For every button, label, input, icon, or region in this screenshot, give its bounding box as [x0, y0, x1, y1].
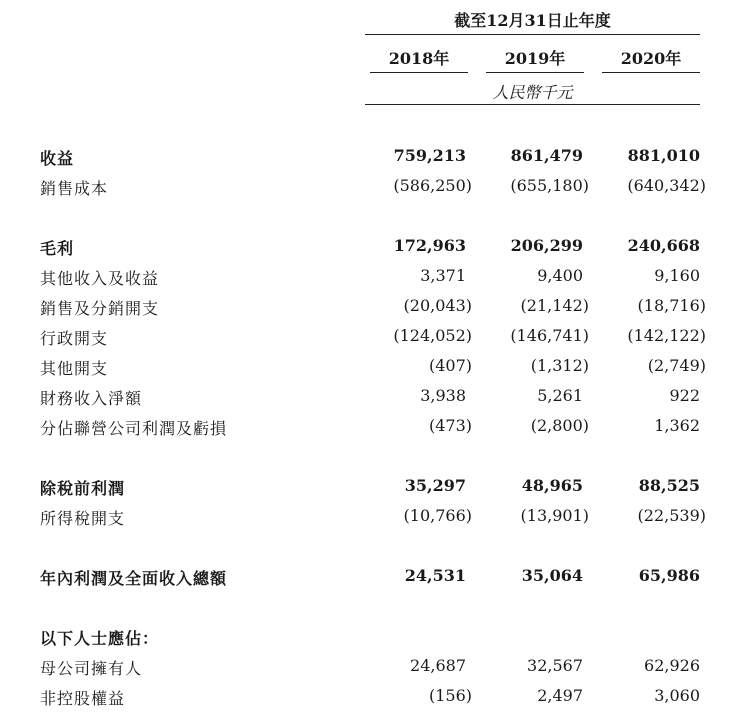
- row-label: 毛利: [40, 239, 75, 258]
- value-2018: (10,766): [403, 506, 472, 525]
- value-2019: (146,741): [510, 326, 589, 345]
- row-label: 收益: [40, 149, 75, 168]
- period-header: 截至12月31日止年度: [454, 11, 611, 30]
- value-2019: 5,261: [537, 386, 583, 405]
- value-2020: (2,749): [647, 356, 706, 375]
- table-row: [0, 412, 742, 442]
- value-2019: (1,312): [530, 356, 589, 375]
- table-row: [0, 322, 742, 352]
- year-header-2020: 2020年: [620, 49, 682, 68]
- table-row: [0, 562, 742, 592]
- row-label: 銷售及分銷開支: [40, 299, 160, 318]
- row-label: 年內利潤及全面收入總額: [40, 569, 228, 588]
- row-label: 非控股權益: [40, 689, 126, 708]
- value-2019: 206,299: [510, 236, 583, 255]
- table-row: [0, 472, 742, 502]
- table-row: [0, 502, 742, 532]
- row-label: 其他收入及收益: [40, 269, 160, 288]
- value-2020: 922: [669, 386, 700, 405]
- value-2019: 2,497: [537, 686, 583, 705]
- value-2018: (473): [428, 416, 472, 435]
- table-row: [0, 682, 742, 712]
- table-row: [0, 382, 742, 412]
- value-2019: (2,800): [530, 416, 589, 435]
- value-2019: 48,965: [521, 476, 583, 495]
- value-2020: 62,926: [644, 656, 700, 675]
- value-2019: 861,479: [510, 146, 583, 165]
- year-rule-2019: [486, 72, 584, 73]
- value-2020: (142,122): [627, 326, 706, 345]
- value-2019: 32,567: [527, 656, 583, 675]
- value-2019: 35,064: [521, 566, 583, 585]
- table-row: [0, 172, 742, 202]
- value-2020: 881,010: [627, 146, 700, 165]
- value-2020: (18,716): [637, 296, 706, 315]
- value-2020: (640,342): [627, 176, 706, 195]
- value-2018: (20,043): [403, 296, 472, 315]
- value-2019: 9,400: [537, 266, 583, 285]
- value-2020: 240,668: [627, 236, 700, 255]
- value-2020: 65,986: [638, 566, 700, 585]
- value-2018: 759,213: [393, 146, 466, 165]
- value-2020: 88,525: [638, 476, 700, 495]
- row-label: 其他開支: [40, 359, 109, 378]
- row-label: 母公司擁有人: [40, 659, 143, 678]
- year-header-2018: 2018年: [388, 49, 450, 68]
- row-label: 以下人士應佔：: [40, 629, 160, 648]
- table-row: [0, 142, 742, 172]
- value-2018: (156): [428, 686, 472, 705]
- row-label: 除稅前利潤: [40, 479, 126, 498]
- value-2019: (655,180): [510, 176, 589, 195]
- table-row: [0, 232, 742, 262]
- year-rule-2018: [370, 72, 468, 73]
- value-2020: (22,539): [637, 506, 706, 525]
- value-2019: (13,901): [520, 506, 589, 525]
- table-row: [0, 352, 742, 382]
- currency-unit: 人民幣千元: [492, 83, 573, 102]
- value-2018: 3,371: [420, 266, 466, 285]
- value-2020: 1,362: [654, 416, 700, 435]
- year-rule-2020: [602, 72, 700, 73]
- table-row: [0, 652, 742, 682]
- row-label: 財務收入淨額: [40, 389, 143, 408]
- value-2018: 3,938: [420, 386, 466, 405]
- value-2019: (21,142): [520, 296, 589, 315]
- row-label: 行政開支: [40, 329, 109, 348]
- value-2018: 172,963: [393, 236, 466, 255]
- value-2018: (124,052): [393, 326, 472, 345]
- value-2018: 35,297: [404, 476, 466, 495]
- value-2018: (586,250): [393, 176, 472, 195]
- unit-rule: [365, 104, 700, 105]
- value-2020: 9,160: [654, 266, 700, 285]
- value-2018: 24,687: [410, 656, 466, 675]
- table-row: [0, 292, 742, 322]
- table-row: [0, 262, 742, 292]
- row-label: 銷售成本: [40, 179, 109, 198]
- row-label: 分佔聯營公司利潤及虧損: [40, 419, 228, 438]
- row-label: 所得稅開支: [40, 509, 126, 528]
- year-header-2019: 2019年: [504, 49, 566, 68]
- value-2018: (407): [428, 356, 472, 375]
- period-rule: [365, 34, 700, 35]
- value-2020: 3,060: [654, 686, 700, 705]
- value-2018: 24,531: [404, 566, 466, 585]
- table-row: [0, 622, 742, 652]
